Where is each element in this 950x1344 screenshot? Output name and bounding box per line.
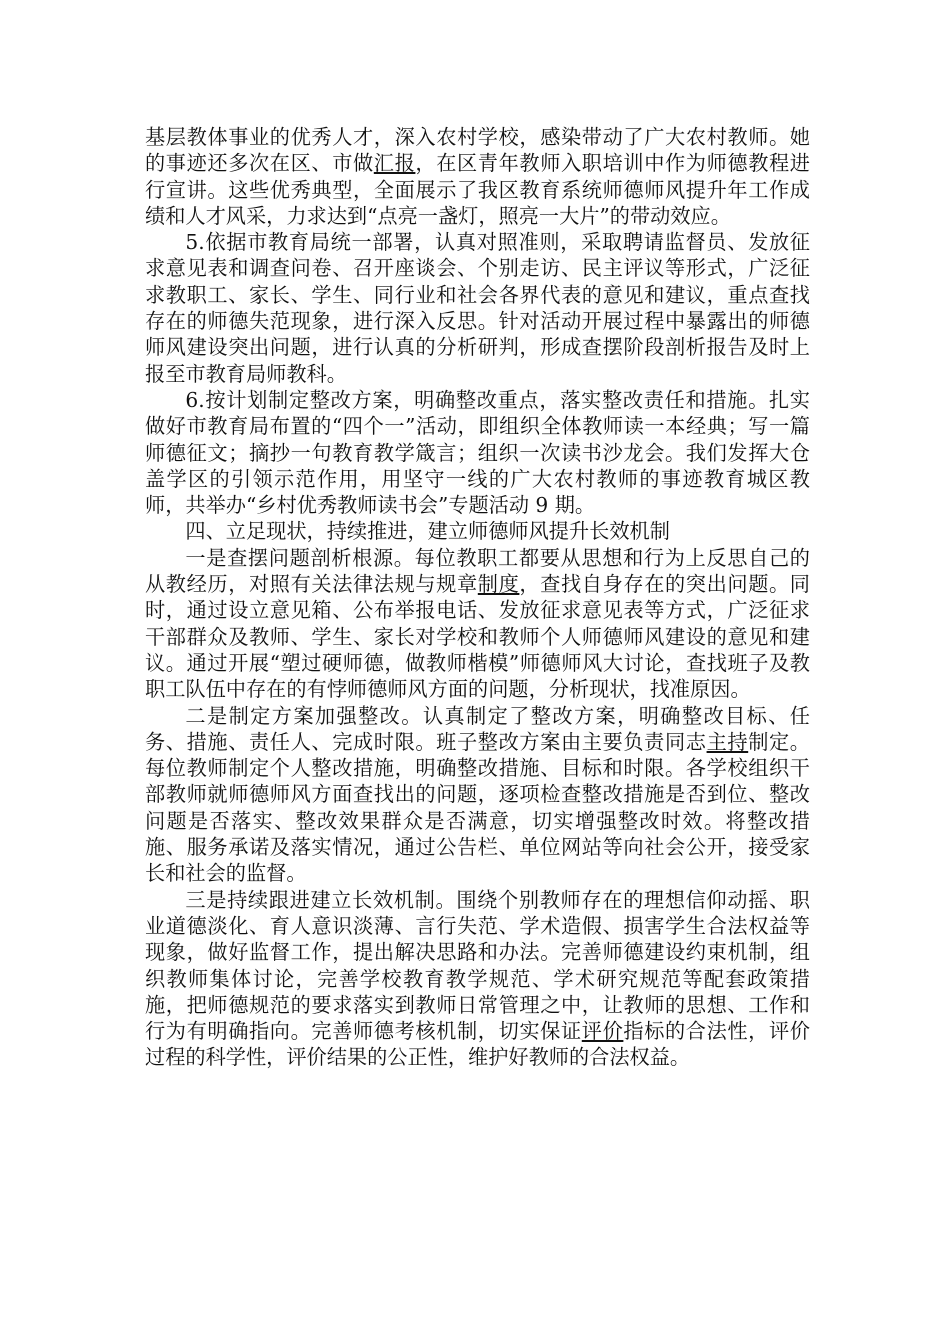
- paragraph: [145, 703, 810, 887]
- paragraph: [145, 545, 810, 703]
- paragraph-text: 基层教体事业的优秀人才，深入农村学校，感染带动了广大农村教师。她的事迹还多次在区、市做: [145, 125, 810, 176]
- paragraph-text: 三是持续跟进建立长效机制。围绕个别教师存在的理想信仰动摇、职业道德淡化、育人意识淡薄、言行失范、学术造假、损害学生合法权益等现象，做好监督工作，提出解决思路和办法。完善师德建设约束机制，组织教师集体讨论，完善学校教育教学规范、学术研究规范等配套政策措施，把师德规范的要求落实到教师日常管理之中，让教师的思想、工作和行为有明确指向。完善师德考核机制，切实保证: [145, 887, 810, 1044]
- underlined-term: 汇报: [373, 151, 416, 176]
- paragraph-text: 5.依据市教育局统一部署，认真对照准则，采取聘请监督员、发放征求意见表和调查问卷、召开座谈会、个别走访、民主评议等形式，广泛征求教职工、家长、学生、同行业和社会各界代表的意见和建议，重点查找存在的师德失范现象，进行深入反思。针对活动开展过程中暴露出的师德师风建设突出问题，进行认真的分析研判，形成查摆阶段剖析报告及时上报至市教育局师教科。: [145, 230, 810, 386]
- underlined-term: 评价: [581, 1019, 624, 1044]
- paragraph-text: 6.按计划制定整改方案，明确整改重点，落实整改责任和措施。扎实做好市教育局布置的“四个一”活动，即组织全体教师读一本经典；写一篇师德征文；摘抄一句教育教学箴言；组织一次读书沙龙会。我们发挥大仓盖学区的引领示范作用，用坚守一线的广大农村教师的事迹教育城区教师，共举办“乡村优秀教师读书会”专题活动 9 期。: [145, 387, 810, 518]
- paragraph: [145, 229, 810, 387]
- paragraph: [145, 518, 810, 544]
- paragraph-text: 二是制定方案加强整改。认真制定了整改方案，明确整改目标、任务、措施、责任人、完成时限。班子整改方案由主要负责同志: [145, 703, 810, 754]
- paragraph-text: ，在区青年教师入职培训中作为师德教程进行宣讲。这些优秀典型，全面展示了我区教育系统师德师风提升年工作成绩和人才风采，力求达到“点亮一盏灯，照亮一大片”的带动效应。: [145, 151, 810, 228]
- paragraph-text: 四、立足现状，持续推进，建立师德师风提升长效机制: [185, 519, 670, 544]
- paragraph-text: 指标的合法性，评价过程的科学性，评价结果的公正性，维护好教师的合法权益。: [145, 1019, 810, 1070]
- paragraph-text: 一是查摆问题剖析根源。每位教职工都要从思想和行为上反思自己的从教经历，对照有关法律法规与规章: [145, 545, 810, 597]
- document-body: [145, 124, 810, 1071]
- paragraph-text: ，查找自身存在的突出问题。同时，通过设立意见箱、公布举报电话、发放征求意见表等方式，广泛征求干部群众及教师、学生、家长对学校和教师个人师德师风建设的意见和建议。通过开展“塑过硬师德，做教师楷模”师德师风大讨论，查找班子及教职工队伍中存在的有悖师德师风方面的问题，分析现状，找准原因。: [145, 572, 810, 702]
- paragraph-text: 制定。每位教师制定个人整改措施，明确整改措施、目标和时限。各学校组织干部教师就师德师风方面查找出的问题，逐项检查整改措施是否到位、整改问题是否落实、整改效果群众是否满意，切实增强整改时效。将整改措施、服务承诺及落实情况，通过公告栏、单位网站等向社会公开，接受家长和社会的监督。: [145, 729, 810, 886]
- paragraph: [145, 887, 810, 1071]
- paragraph: [145, 387, 810, 518]
- underlined-term: 主持: [706, 729, 749, 754]
- paragraph: [145, 124, 810, 229]
- underlined-term: 制度: [477, 572, 520, 597]
